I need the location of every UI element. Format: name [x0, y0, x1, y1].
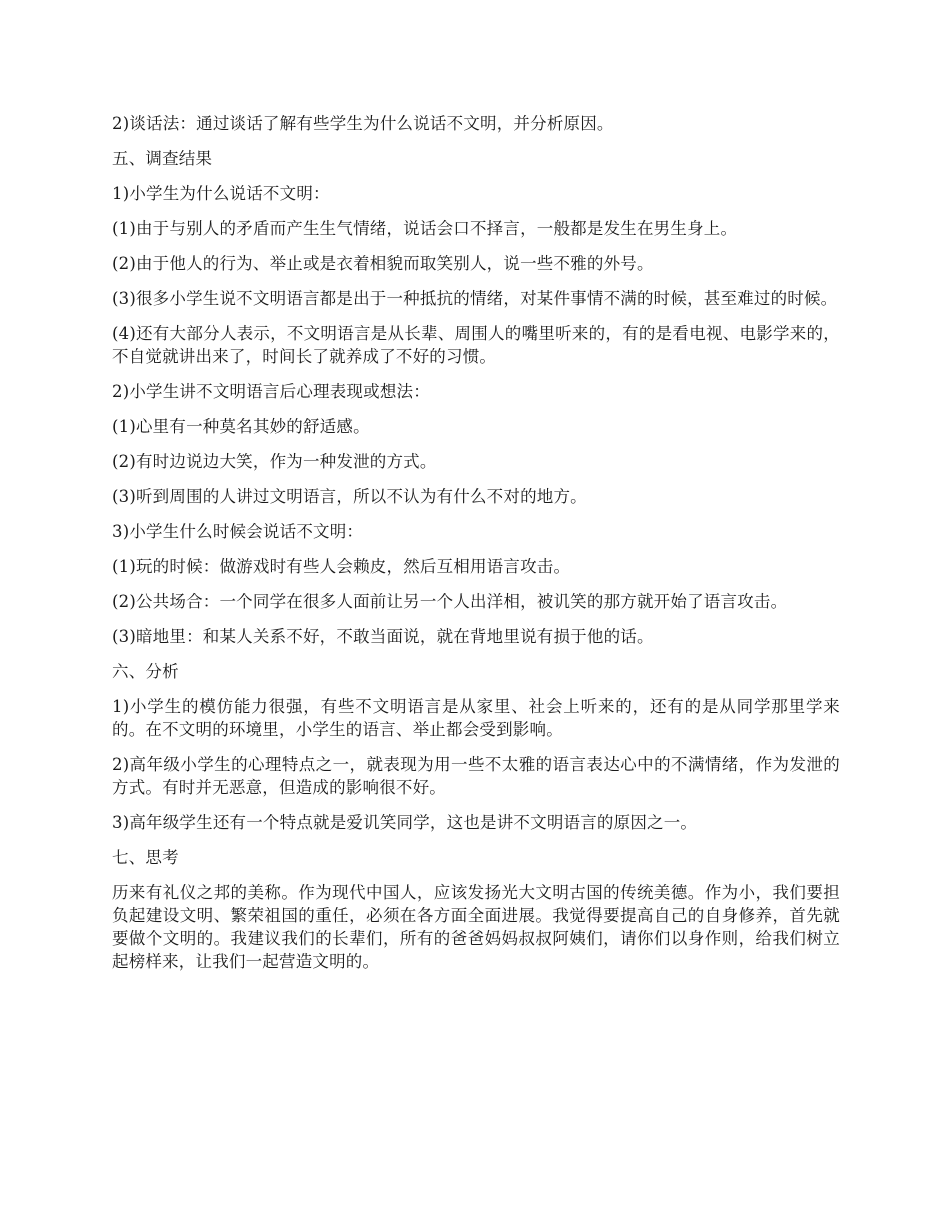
paragraph-reason-2: (2)由于他人的行为、举止或是衣着相貌而取笑别人，说一些不雅的外号。 [112, 254, 654, 273]
paragraph-reason-3: (3)很多小学生说不文明语言都是出于一种抵抗的情绪，对某件事情不满的时候，甚至难过的时候。 [112, 289, 838, 308]
section-heading-analysis: 六、分析 [112, 662, 179, 681]
paragraph-psychology-3: (3)听到周围的人讲过文明语言，所以不认为有什么不对的地方。 [112, 487, 587, 506]
paragraph-analysis-2: 2)高年级小学生的心理特点之一，就表现为用一些不太雅的语言表达心中的不满情绪，作为发泄的方式。有时并无恶意，但造成的影响很不好。 [112, 755, 840, 797]
paragraph-analysis-1: 1)小学生的模仿能力很强，有些不文明语言是从家里、社会上听来的，还有的是从同学那里学来的。在不文明的环境里，小学生的语言、举止都会受到影响。 [112, 697, 840, 739]
paragraph-analysis-3: 3)高年级学生还有一个特点就是爱讥笑同学，这也是讲不文明语言的原因之一。 [112, 813, 698, 832]
paragraph-psychology-2: (2)有时边说边大笑，作为一种发泄的方式。 [112, 452, 437, 471]
section-heading-results: 五、调查结果 [112, 149, 213, 168]
paragraph-reflection: 历来有礼仪之邦的美称。作为现代中国人，应该发扬光大文明古国的传统美德。作为小，我们要担负起建设文明、繁荣祖国的重任，必须在各方面全面进展。我觉得要提高自己的自身修养，首先就要做个文明的。我建议我们的长辈们，所有的爸爸妈妈叔叔阿姨们，请你们以身作则，给我们树立起榜样来，让我们一起营造文明的。 [112, 883, 840, 971]
paragraph-when-3: (3)暗地里：和某人关系不好，不敢当面说，就在背地里说有损于他的话。 [112, 627, 654, 646]
paragraph-when-1: (1)玩的时候：做游戏时有些人会赖皮，然后互相用语言攻击。 [112, 557, 571, 576]
paragraph-reason-1: (1)由于与别人的矛盾而产生生气情绪，说话会口不择言，一般都是发生在男生身上。 [112, 219, 738, 238]
paragraph-why-uncivil: 1)小学生为什么说话不文明： [112, 184, 330, 203]
paragraph-interview-method: 2)谈话法：通过谈话了解有些学生为什么说话不文明，并分析原因。 [112, 114, 614, 133]
paragraph-when-2: (2)公共场合：一个同学在很多人面前让另一个人出洋相，被讥笑的那方就开始了语言攻击。 [112, 592, 788, 611]
paragraph-reason-4: (4)还有大部分人表示，不文明语言是从长辈、周围人的嘴里听来的，有的是看电视、电影学来的，不自觉就讲出来了，时间长了就养成了不好的习惯。 [112, 324, 840, 366]
section-heading-reflection: 七、思考 [112, 848, 179, 867]
paragraph-when-uncivil: 3)小学生什么时候会说话不文明： [112, 522, 364, 541]
document-page [112, 112, 840, 985]
paragraph-psychology-1: (1)心里有一种莫名其妙的舒适感。 [112, 417, 370, 436]
paragraph-psychology: 2)小学生讲不文明语言后心理表现或想法： [112, 382, 430, 401]
